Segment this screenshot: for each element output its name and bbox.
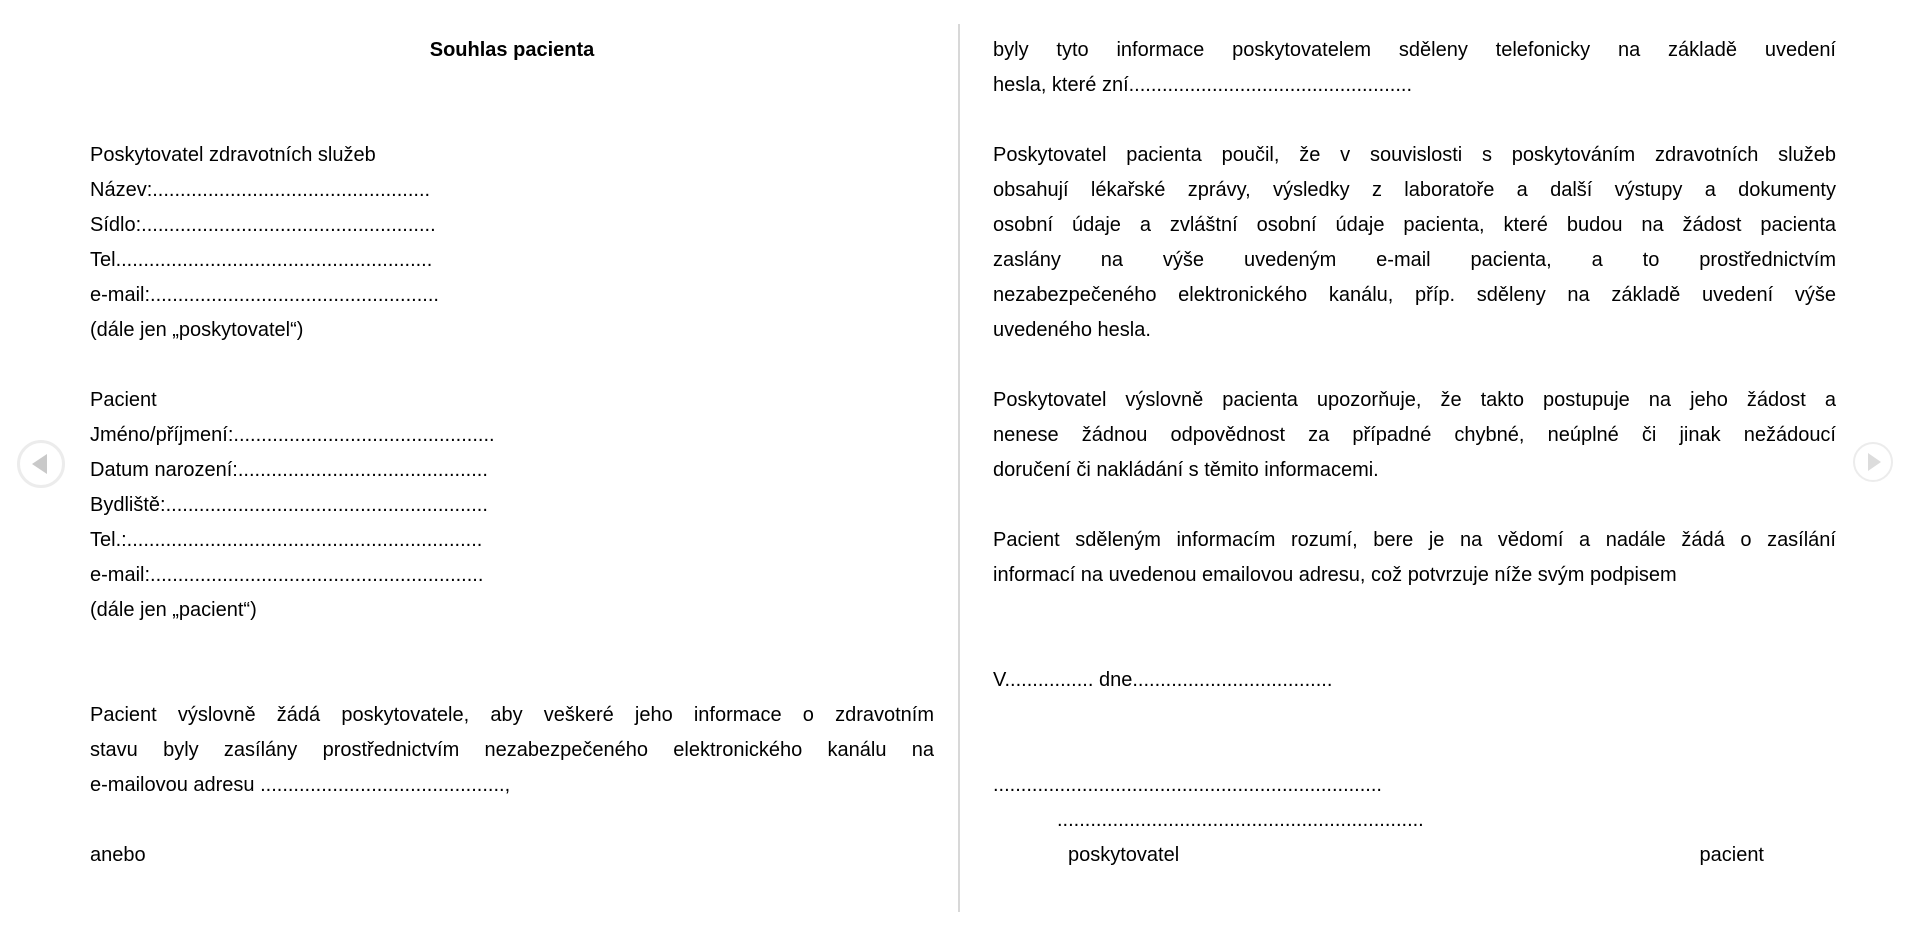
next-page-button[interactable] bbox=[1853, 442, 1893, 482]
signature-line-patient: .................................................................. bbox=[1057, 809, 1424, 831]
text-line: (dále jen „pacient“) bbox=[90, 599, 257, 621]
text-line: Bydliště:.......................................................... bbox=[90, 494, 488, 516]
page-divider bbox=[958, 24, 960, 912]
place-date-line: V................ dne.................................... bbox=[993, 669, 1333, 691]
signer-label-patient: pacient bbox=[1699, 844, 1764, 866]
patient-block bbox=[90, 383, 934, 628]
text-line: Pacient bbox=[90, 389, 157, 411]
text-line: Datum narození:............................................. bbox=[90, 459, 488, 481]
text-line: nezabezpečeného elektronického kanálu, příp. sděleny na základě uvedení výše bbox=[993, 284, 1836, 306]
text-line: Pacient sděleným informacím rozumí, bere je na vědomí a nadále žádá o zasílání bbox=[993, 529, 1836, 551]
text-line: Tel.:................................................................ bbox=[90, 529, 483, 551]
text-line: nenese žádnou odpovědnost za případné chybné, neúplné či jinak nežádoucí bbox=[993, 424, 1836, 446]
page-2 bbox=[993, 33, 1836, 873]
signer-label-provider: poskytovatel bbox=[1068, 844, 1180, 866]
text-line: zaslány na výše uvedeným e-mail pacienta, a to prostřednictvím bbox=[993, 249, 1836, 271]
arrow-left-icon bbox=[32, 454, 47, 474]
text-line: Poskytovatel pacienta poučil, že v souvislosti s poskytováním zdravotních služeb bbox=[993, 144, 1836, 166]
text-line: Pacient výslovně žádá poskytovatele, aby veškeré jeho informace o zdravotním bbox=[90, 704, 934, 726]
text-line: Poskytovatel výslovně pacienta upozorňuje, že takto postupuje na jeho žádost a bbox=[993, 389, 1836, 411]
signature-line-provider: ...................................................................... bbox=[993, 774, 1382, 796]
provider-block bbox=[90, 138, 934, 348]
text-line: doručení či nakládání s těmito informacemi. bbox=[993, 459, 1379, 481]
text-line: e-mailovou adresu ............................................, bbox=[90, 774, 511, 796]
previous-page-button[interactable] bbox=[17, 440, 65, 488]
instruction-paragraph bbox=[993, 138, 1836, 348]
request-paragraph bbox=[90, 698, 934, 803]
confirmation-paragraph bbox=[993, 523, 1836, 593]
text-line: (dále jen „poskytovatel“) bbox=[90, 319, 304, 341]
text-line: obsahují lékařské zprávy, výsledky z laboratoře a další výstupy a dokumenty bbox=[993, 179, 1836, 201]
password-paragraph bbox=[993, 33, 1836, 103]
text-line: stavu byly zasílány prostřednictvím nezabezpečeného elektronického kanálu na bbox=[90, 739, 934, 761]
text-line: Poskytovatel zdravotních služeb bbox=[90, 144, 376, 166]
signer-labels bbox=[993, 838, 1836, 873]
text-line: byly tyto informace poskytovatelem sděleny telefonicky na základě uvedení bbox=[993, 39, 1836, 61]
warning-paragraph bbox=[993, 383, 1836, 488]
text-line: informací na uvedenou emailovou adresu, což potvrzuje níže svým podpisem bbox=[993, 564, 1677, 586]
text-line: uvedeného hesla. bbox=[993, 319, 1151, 341]
text-line: Tel......................................................... bbox=[90, 249, 433, 271]
text-line: Jméno/příjmení:............................................... bbox=[90, 424, 495, 446]
text-line: e-mail:.................................................... bbox=[90, 284, 439, 306]
page-1 bbox=[90, 33, 934, 873]
arrow-right-icon bbox=[1868, 453, 1881, 471]
text-line: hesla, které zní................................................... bbox=[993, 74, 1413, 96]
text-line: Sídlo:..................................................... bbox=[90, 214, 436, 236]
text-line: e-mail:............................................................ bbox=[90, 564, 484, 586]
text-line: Název:.................................................. bbox=[90, 179, 431, 201]
page-title: Souhlas pacienta bbox=[429, 39, 595, 61]
or-word: anebo bbox=[90, 844, 146, 866]
text-line: osobní údaje a zvláštní osobní údaje pacienta, které budou na žádost pacienta bbox=[993, 214, 1836, 236]
